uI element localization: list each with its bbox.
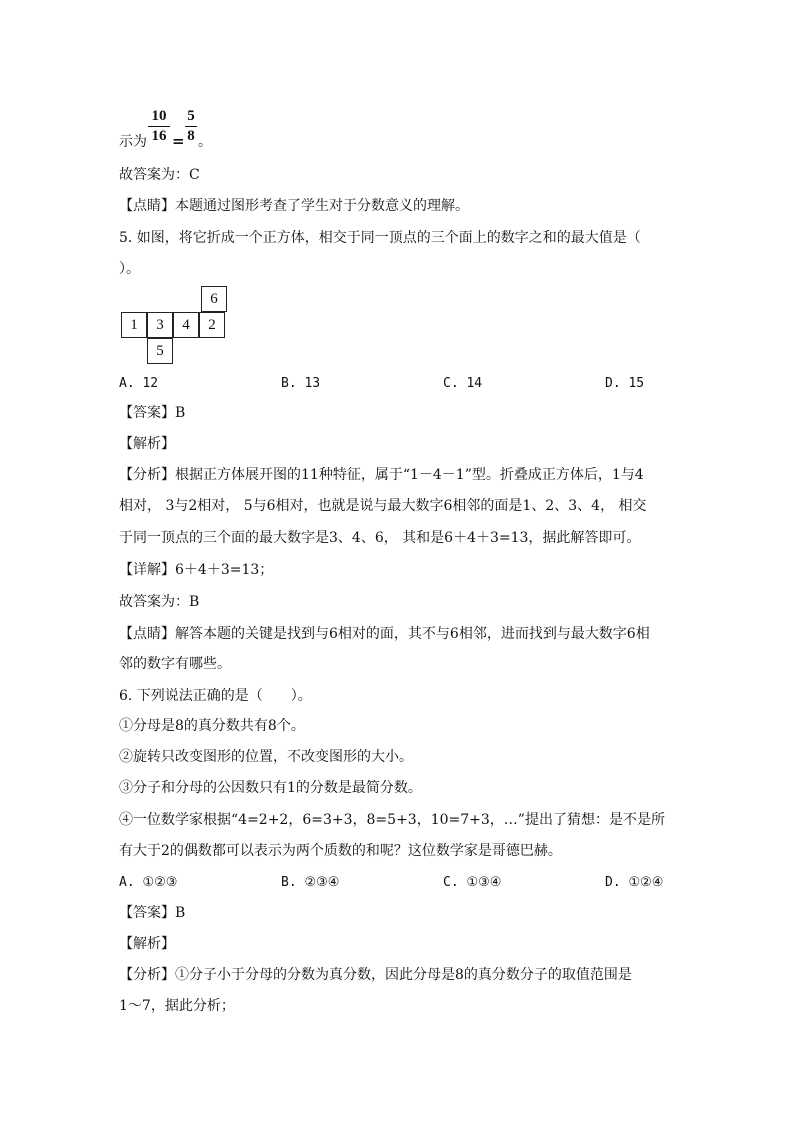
q5-option-b: B. 13	[281, 376, 321, 391]
q5-analysis-line: 于同一顶点的三个面的最大数字是3、4、6， 其和是6＋4＋3=13，据此解答即可。	[119, 530, 641, 546]
q5-final-answer: 故答案为：B	[119, 594, 200, 610]
q6-analysis-line: 1～7，据此分析；	[119, 998, 235, 1014]
q5-option-d: D. 15	[605, 376, 645, 391]
question-5-stem-end: ）。	[119, 261, 140, 277]
net-cell-top: 6	[201, 286, 227, 312]
q5-option-c: C. 14	[443, 376, 483, 391]
answer-line: 故答案为：C	[119, 167, 200, 183]
q5-analysis-line: 【分析】根据正方体展开图的11种特征，属于“1－4－1”型。折叠成正方体后，1与4	[119, 467, 644, 483]
net-cell-2: 3	[147, 312, 173, 338]
q6-option-c: C. ①③④	[443, 875, 502, 890]
q6-statement-2: ②旋转只改变图形的位置，不改变图形的大小。	[119, 749, 413, 765]
net-cell-3: 4	[173, 312, 199, 338]
q6-analysis-line: 【分析】①分子小于分母的分数为真分数，因此分母是8的真分数分子的取值范围是	[119, 967, 632, 983]
fraction-5-8	[185, 108, 197, 145]
q6-statement-4-cont: 有大于2的偶数都可以表示为两个质数的和呢？这位数学家是哥德巴赫。	[119, 843, 562, 859]
fraction-numerator: 10	[151, 108, 167, 124]
fraction-bar	[185, 126, 197, 127]
fraction-prefix: 示为	[119, 134, 147, 150]
q5-analysis-heading: 【解析】	[119, 436, 175, 452]
q5-comment-line: 邻的数字有哪些。	[119, 656, 231, 672]
q5-answer: 【答案】B	[119, 405, 186, 421]
fraction-10-16	[148, 108, 170, 145]
q5-detail: 【详解】6＋4＋3=13；	[119, 562, 274, 578]
fraction-bar	[148, 126, 170, 127]
q6-statement-4: ④一位数学家根据“4=2+2，6=3+3，8=5+3，10=7+3，…”提出了猜想：是不是所	[119, 812, 665, 828]
q5-analysis-line: 相对， 3与2相对， 5与6相对，也就是说与最大数字6相邻的面是1、2、3、4， 相交	[119, 498, 647, 514]
q6-option-d: D. ①②④	[605, 875, 664, 890]
q5-comment-line: 【点睛】解答本题的关键是找到与6相对的面，其不与6相邻，进而找到与最大数字6相	[119, 626, 650, 642]
net-cell-bottom: 5	[147, 338, 173, 364]
q6-answer: 【答案】B	[119, 905, 186, 921]
q6-statement-1: ①分母是8的真分数共有8个。	[119, 718, 305, 734]
q6-option-b: B. ②③④	[281, 875, 340, 890]
q5-option-a: A. 12	[119, 376, 159, 391]
fraction-denominator: 16	[151, 128, 167, 144]
question-5-stem: 5. 如图，将它折成一个正方体，相交于同一顶点的三个面上的数字之和的最大值是（	[119, 230, 641, 246]
equals-sign: =	[172, 132, 185, 150]
q6-option-a: A. ①②③	[119, 875, 178, 890]
q6-statement-3: ③分子和分母的公因数只有1的分数是最简分数。	[119, 780, 422, 796]
fraction-denominator: 8	[187, 128, 195, 144]
comment-line: 【点睛】本题通过图形考查了学生对于分数意义的理解。	[119, 198, 469, 214]
q6-analysis-heading: 【解析】	[119, 936, 175, 952]
question-6-stem: 6. 下列说法正确的是（ ）。	[119, 688, 312, 704]
net-cell-1: 1	[121, 312, 147, 338]
net-cell-4: 2	[199, 312, 225, 338]
fraction-numerator: 5	[187, 108, 195, 124]
fraction-suffix: 。	[198, 134, 212, 150]
